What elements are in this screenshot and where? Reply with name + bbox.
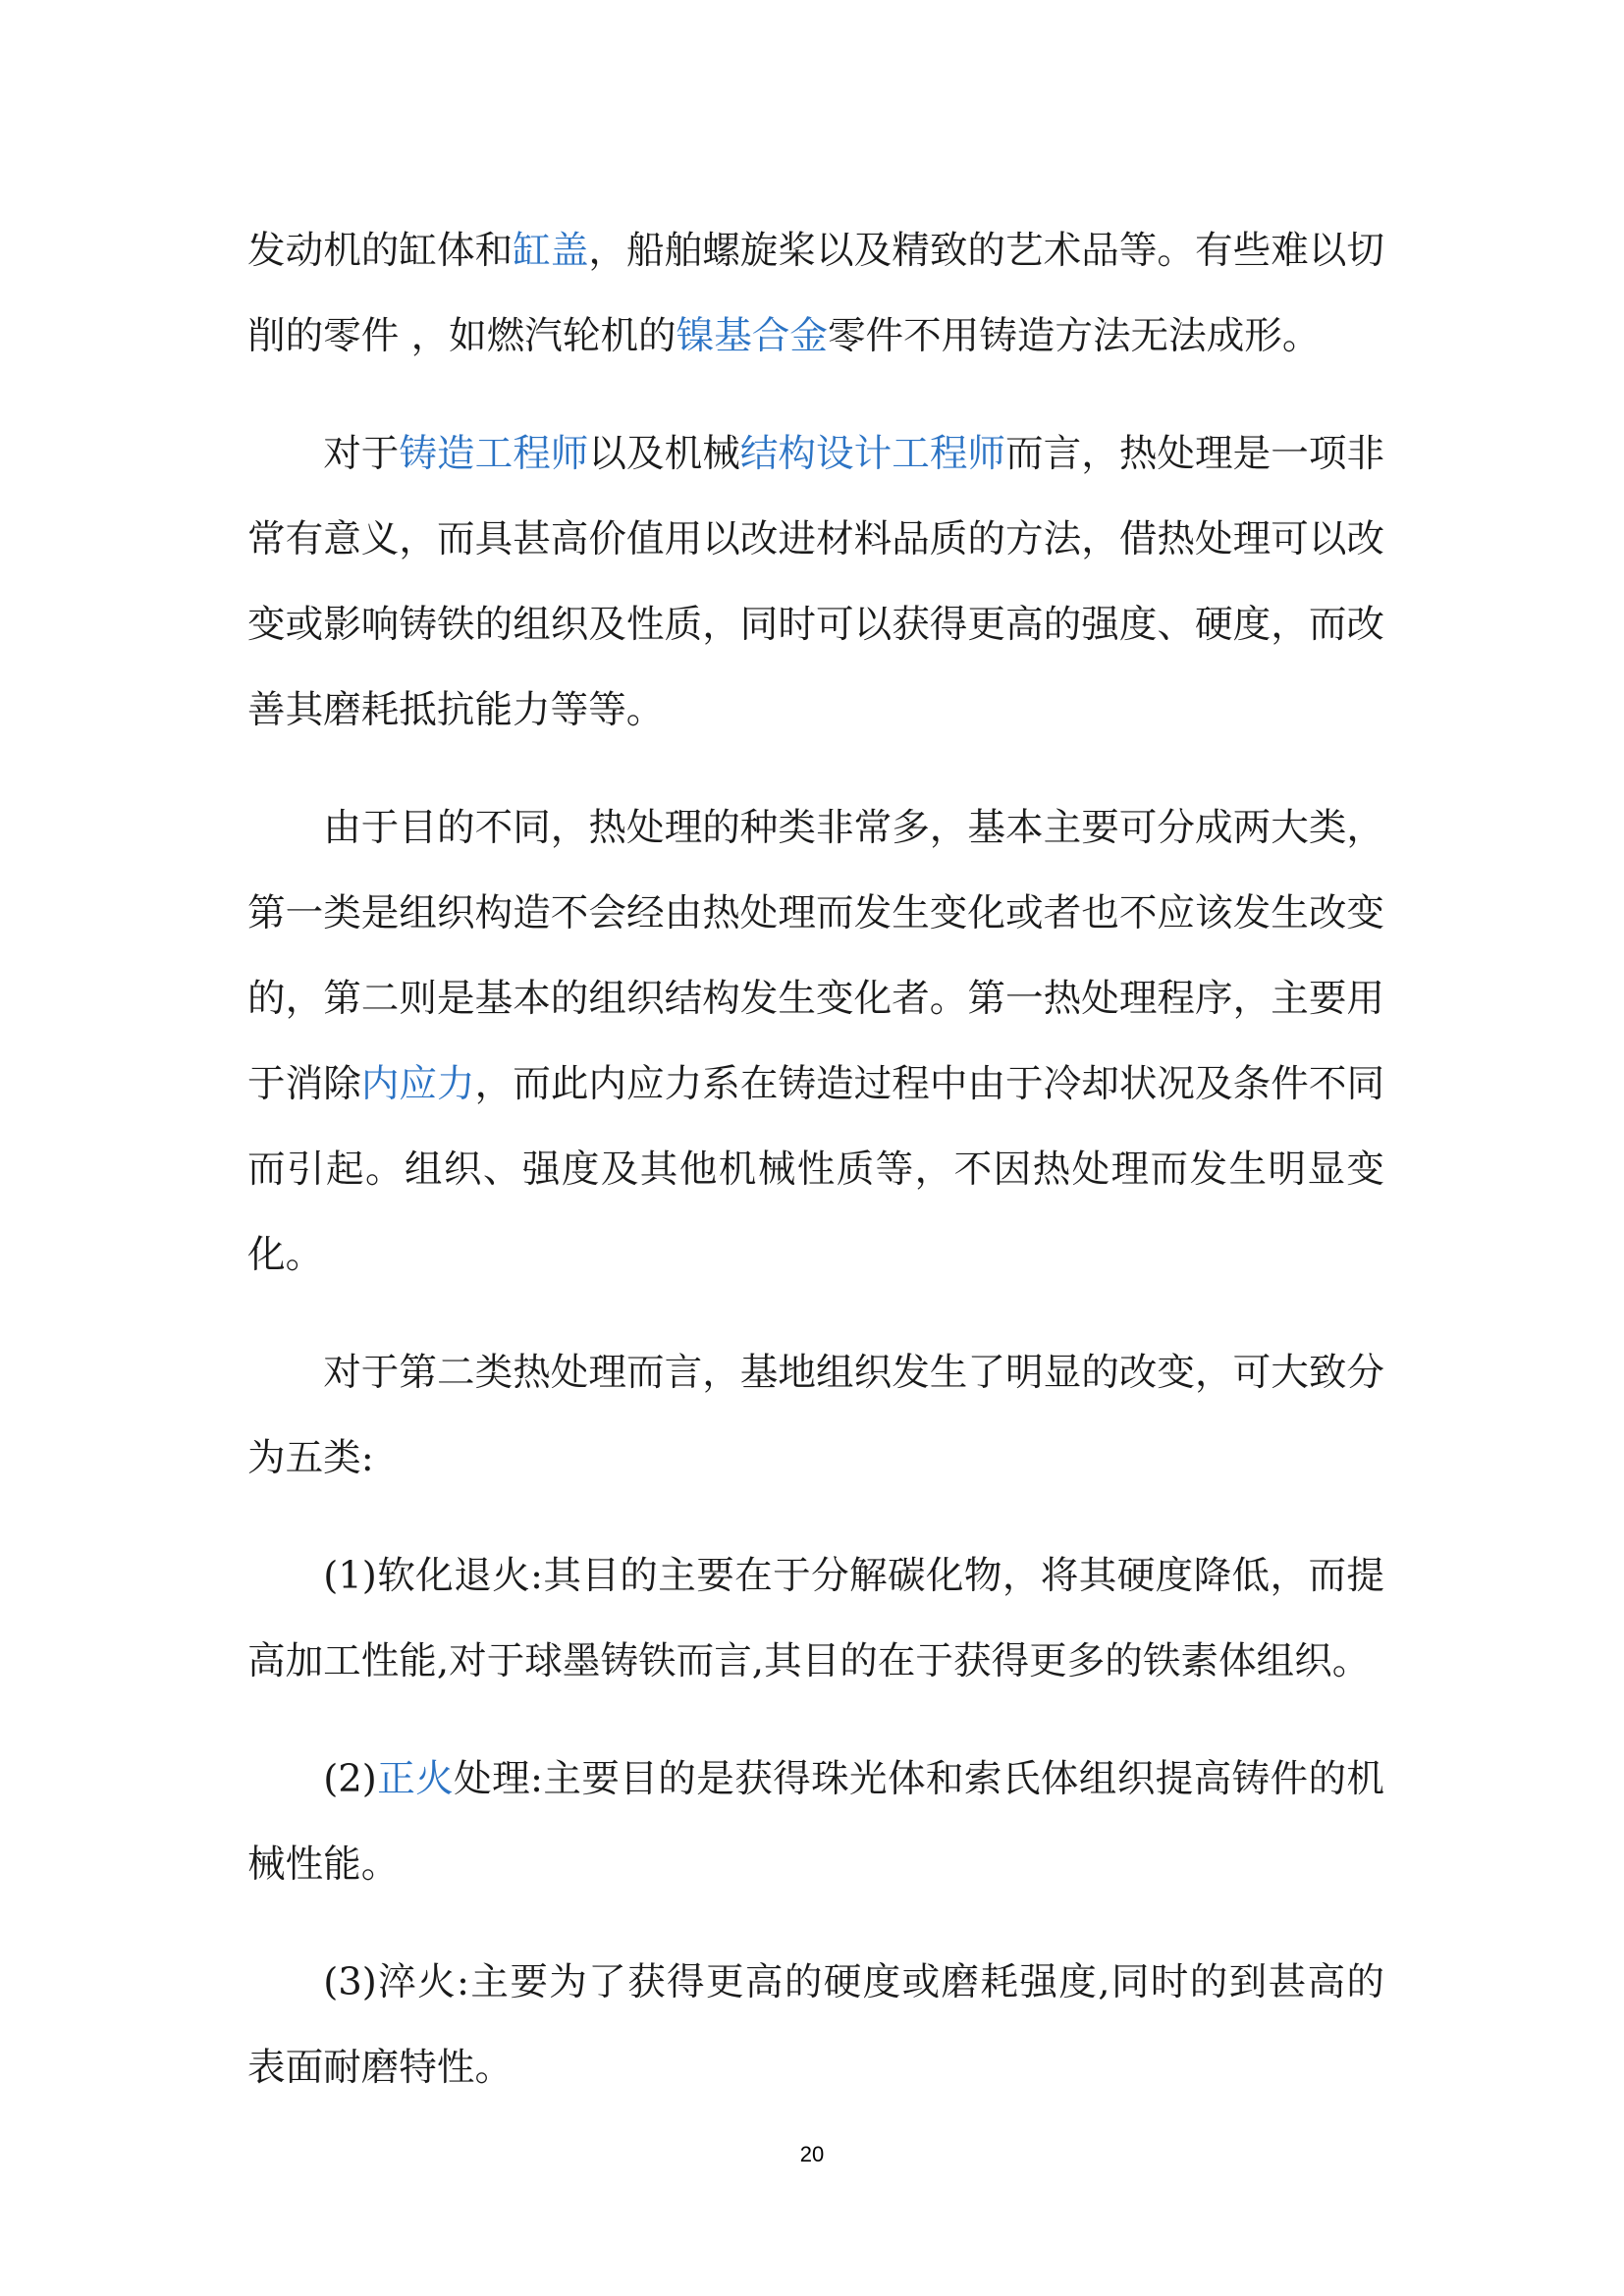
link-casting-engineer[interactable]: 铸造工程师 [399, 432, 589, 476]
text-segment: 处理:主要目的是获得珠光体和索氏体组织提高铸件的机械性能。 [247, 1757, 1384, 1887]
paragraph-7 [247, 1940, 1384, 2110]
link-internal-stress[interactable]: 内应力 [360, 1062, 475, 1106]
text-segment: 发动机的缸体和 [247, 229, 514, 273]
text-segment: 以及机械 [588, 432, 740, 476]
link-nickel-alloy[interactable]: 镍基合金 [676, 314, 828, 358]
link-structural-design-engineer[interactable]: 结构设计工程师 [739, 432, 1006, 476]
text-segment: (1)软化退火:其目的主要在于分解碳化物，将其硬度降低，而提高加工性能,对于球墨铸铁而言,其目的在于获得更多的铁素体组织。 [247, 1554, 1384, 1683]
link-gangai[interactable]: 缸盖 [513, 229, 589, 273]
paragraph-3 [247, 785, 1384, 1298]
text-segment: 零件不用铸造方法无法成形。 [827, 314, 1321, 358]
paragraph-4 [247, 1330, 1384, 1501]
paragraph-6 [247, 1736, 1384, 1907]
text-segment: (3)淬火:主要为了获得更高的硬度或磨耗强度,同时的到甚高的表面耐磨特性。 [247, 1960, 1384, 2090]
page-number: 20 [799, 2142, 825, 2166]
text-segment: 而言，热处理是一项非常有意义，而具甚高价值用以改进材料品质的方法，借热处理可以改变或影响铸铁的组织及性质，同时可以获得更高的强度、硬度，而改善其磨耗抵抗能力等等。 [247, 432, 1385, 732]
document-body [247, 208, 1384, 2143]
text-segment: 对于 [323, 432, 400, 476]
paragraph-5 [247, 1533, 1384, 1704]
text-segment: (2) [323, 1757, 377, 1801]
text-segment: 由于目的不同，热处理的种类非常多，基本主要可分成两大类，第一类是组织构造不会经由热处理而发生变化或者也不应该发生改变的，第二则是基本的组织结构发生变化者。第一热处理程序，主要用于消除 [247, 806, 1384, 1106]
text-segment: ，而此内应力系在铸造过程中由于冷却状况及条件不同而引起。组织、强度及其他机械性质等，不因热处理而发生明显变化。 [247, 1062, 1385, 1277]
text-segment: 对于第二类热处理而言，基地组织发生了明显的改变，可大致分为五类: [247, 1351, 1384, 1480]
text-segment: ，船舶螺旋桨以及精致的艺术品等。有些难以切削的零件 ，如燃汽轮机的 [247, 229, 1385, 358]
paragraph-1 [247, 208, 1384, 379]
link-normalizing[interactable]: 正火 [376, 1757, 455, 1801]
paragraph-2 [247, 411, 1384, 753]
